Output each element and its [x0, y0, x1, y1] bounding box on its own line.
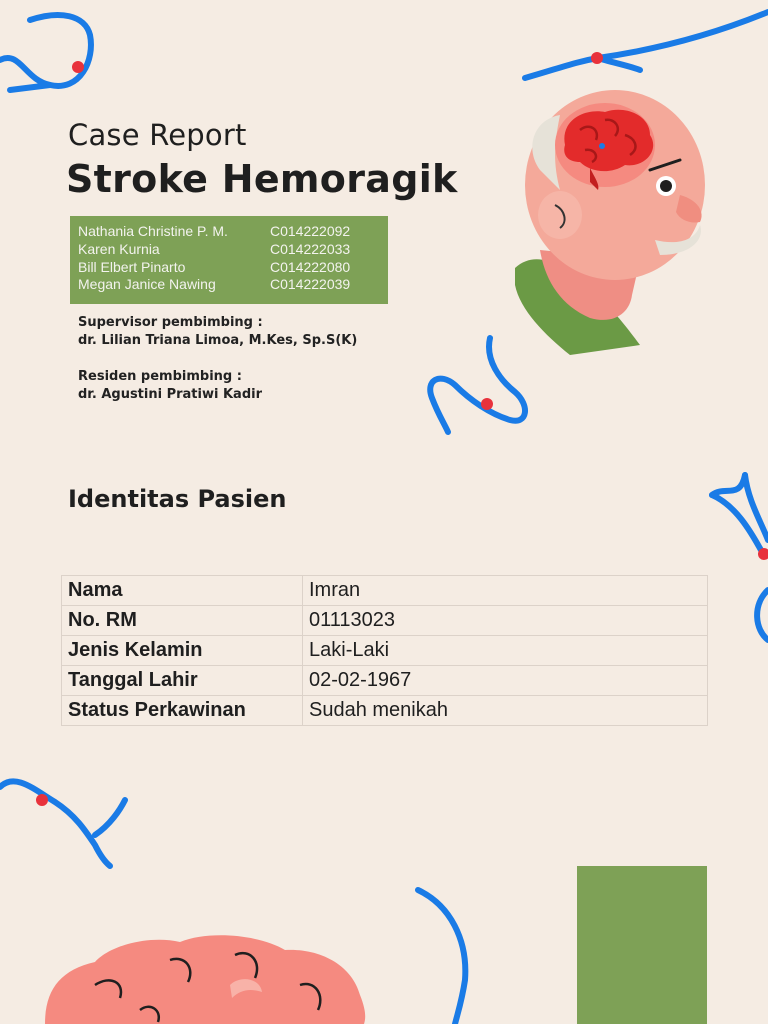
decorative-green-block	[577, 866, 707, 1024]
head-with-brain-illustration	[515, 90, 705, 355]
member-id: C014222039	[270, 276, 351, 293]
neuron-icon	[0, 15, 91, 90]
field-label: Tanggal Lahir	[62, 666, 303, 696]
supervisor-block	[78, 314, 357, 350]
member-row	[78, 241, 388, 259]
neuron-icon	[0, 781, 125, 866]
resident-block	[78, 368, 262, 404]
member-name: Karen Kurnia	[78, 240, 160, 257]
field-label: Nama	[62, 576, 303, 606]
table-row	[62, 696, 708, 726]
table-row	[62, 576, 708, 606]
table-row	[62, 636, 708, 666]
resident-name: dr. Agustini Pratiwi Kadir	[78, 387, 262, 402]
supervisor-name: dr. Lilian Triana Limoa, M.Kes, Sp.S(K)	[78, 333, 358, 348]
neuron-icon	[525, 12, 768, 78]
field-value: Laki-Laki	[303, 636, 708, 666]
table-row	[62, 606, 708, 636]
member-id: C014222033	[270, 240, 351, 257]
member-row	[78, 223, 388, 241]
member-id: C014222092	[270, 223, 351, 239]
patient-identity-table	[61, 575, 708, 726]
members-box	[70, 216, 388, 304]
field-value: Sudah menikah	[303, 696, 708, 726]
report-title: Stroke Hemoragik	[66, 157, 458, 201]
neuron-nucleus-icon	[72, 61, 84, 73]
neuron-icon	[418, 890, 465, 1024]
brain-illustration	[45, 935, 365, 1024]
member-row	[78, 259, 388, 277]
resident-label: Residen pembimbing :	[78, 369, 242, 384]
member-row	[78, 276, 388, 294]
member-name: Megan Janice Nawing	[78, 276, 216, 293]
field-label: Status Perkawinan	[62, 696, 303, 726]
field-value: 01113023	[303, 606, 708, 636]
field-value: 02-02-1967	[303, 666, 708, 696]
supervisor-label: Supervisor pembimbing :	[78, 315, 263, 330]
field-value: Imran	[303, 576, 708, 606]
table-row	[62, 666, 708, 696]
neuron-icon	[430, 338, 525, 432]
field-label: Jenis Kelamin	[62, 636, 303, 666]
patient-section-title: Identitas Pasien	[68, 485, 287, 513]
member-name: Nathania Christine P. M.	[78, 223, 228, 239]
field-label: No. RM	[62, 606, 303, 636]
member-name: Bill Elbert Pinarto	[78, 258, 186, 275]
report-subtitle: Case Report	[68, 118, 247, 152]
member-id: C014222080	[270, 258, 351, 275]
